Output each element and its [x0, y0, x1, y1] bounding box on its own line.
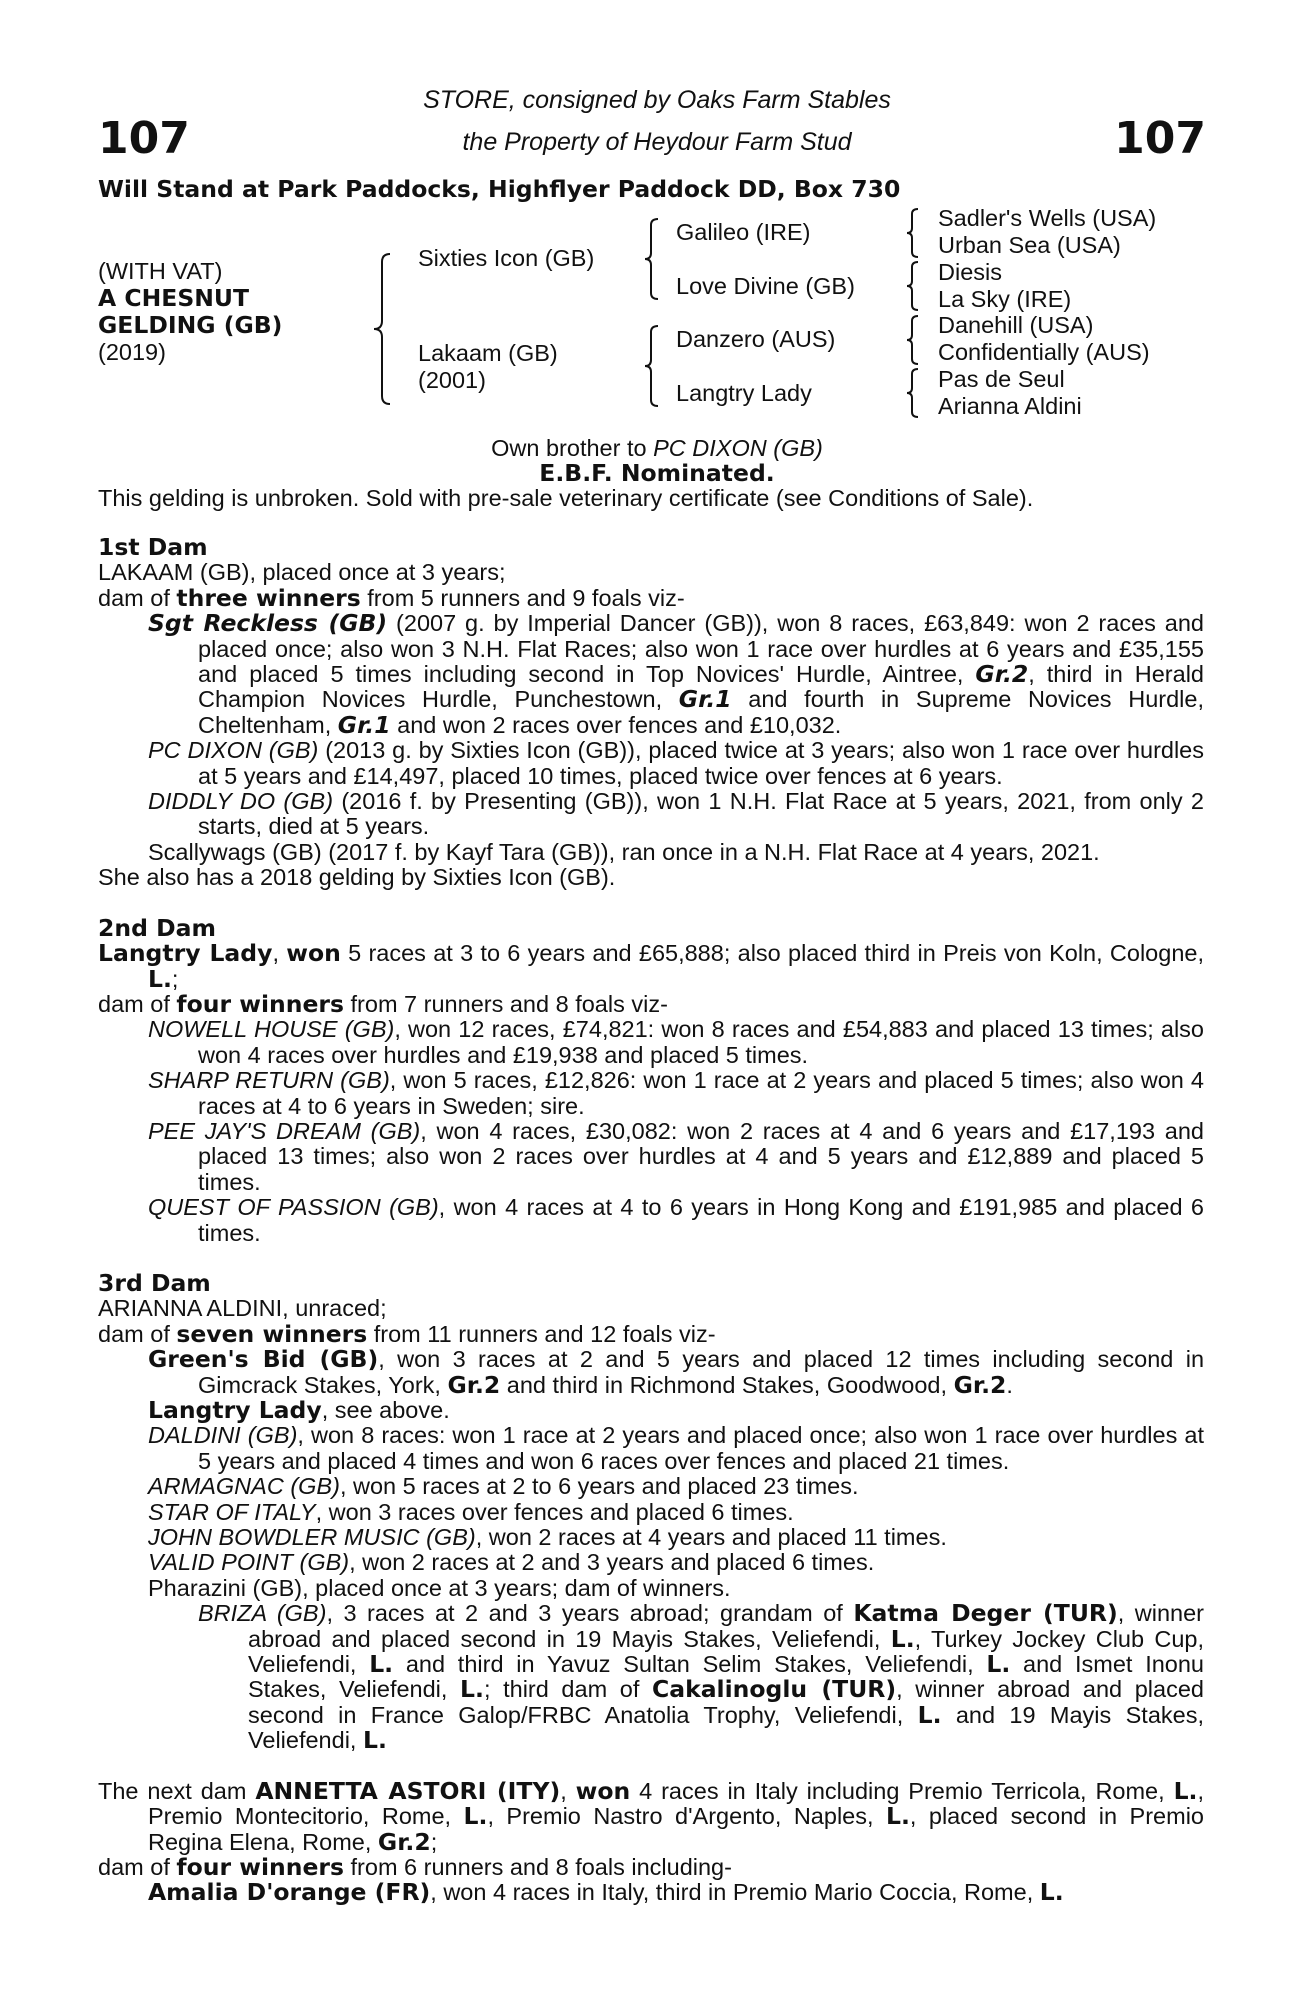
stand-location: Will Stand at Park Paddocks, Highflyer Paddock DD, Box 730 — [98, 175, 901, 203]
consignor-line: STORE, consigned by Oaks Farm Stables — [423, 86, 891, 114]
list-item: PC DIXON (GB) (2013 g. by Sixties Icon (GB)), placed twice at 3 years; also won 1 race over hurdles at 5 years and £14,497, placed 10 times, placed twice over fences at 6 years. — [148, 737, 1204, 789]
third-dam-heading: 3rd Dam — [98, 1268, 211, 1297]
next-dam-produce-line: dam of four winners from 6 runners and 8 foals including- — [98, 1852, 732, 1881]
vat-note: (WITH VAT) — [98, 258, 223, 284]
list-item: QUEST OF PASSION (GB), won 4 races at 4 to 6 years in Hong Kong and £191,985 and placed 6 times. — [148, 1194, 1204, 1246]
pedigree-brace-dam — [644, 325, 660, 407]
next-dam-line: The next dam ANNETTA ASTORI (ITY), won 4 races in Italy including Premio Terricola, Rome, L., Premio Montecitorio, Rome, L., Premio Nastro d'Argento, Naples, L., placed second in Premio Regina Elena, Rome, Gr.2; — [98, 1776, 1204, 1856]
list-item: Green's Bid (GB), won 3 races at 2 and 5 years and placed 12 times including second in Gimcrack Stakes, York, Gr.2 and third in Richmond Stakes, Goodwood, Gr.2. — [148, 1345, 1205, 1399]
pedigree-brace-sire — [644, 218, 660, 300]
pedigree-sire-dam: Love Divine (GB) — [676, 273, 855, 299]
pedigree-sire: Sixties Icon (GB) — [418, 245, 595, 271]
list-item: VALID POINT (GB), won 2 races at 2 and 3 years and placed 6 times. — [148, 1549, 875, 1576]
pedigree-dds: Pas de Seul — [938, 366, 1065, 392]
list-item: ARMAGNAC (GB), won 5 races at 2 to 6 years and placed 23 times. — [148, 1473, 859, 1500]
pedigree-brace-ss — [906, 208, 920, 258]
pedigree-dss: Danehill (USA) — [938, 312, 1094, 338]
pedigree-sdd: La Sky (IRE) — [938, 286, 1072, 312]
list-item: JOHN BOWDLER MUSIC (GB), won 2 races at 4 years and placed 11 times. — [148, 1524, 947, 1551]
list-item: Amalia D'orange (FR), won 4 races in Italy, third in Premio Mario Coccia, Rome, L. — [148, 1878, 1064, 1907]
list-item: Pharazini (GB), placed once at 3 years; dam of winners. — [148, 1574, 731, 1601]
list-item: SHARP RETURN (GB), won 5 races, £12,826: won 1 race at 2 years and placed 5 times; also won 4 races at 4 to 6 years in Sweden; sire. — [148, 1067, 1204, 1119]
second-dam-line: Langtry Lady, won 5 races at 3 to 6 years and £65,888; also placed third in Preis von Koln, Cologne, L.; — [98, 939, 1204, 993]
pedigree-dam: Lakaam (GB) — [418, 340, 558, 366]
pedigree-sire-sire: Galileo (IRE) — [676, 219, 811, 245]
pedigree-brace-main — [372, 253, 392, 405]
property-line: the Property of Heydour Farm Stud — [462, 128, 852, 156]
second-dam-heading: 2nd Dam — [98, 913, 216, 942]
pedigree-dam-year: (2001) — [418, 367, 486, 393]
pedigree-dam-sire: Danzero (AUS) — [676, 326, 836, 352]
list-item: BRIZA (GB), 3 races at 2 and 3 years abroad; grandam of Katma Deger (TUR), winner abroad and placed second in 19 Mayis Stakes, Veliefendi, L., Turkey Jockey Club Cup, Veliefendi, L. and third in Yavuz Sultan Selim Stakes, Veliefendi, L. and Ismet Inonu Stakes, Veliefendi, L.; third dam of Cakalinoglu (TUR), winner abroad and placed second in France Galop/FRBC Anatolia Trophy, Veliefendi, L. and 19 Mayis Stakes, Veliefendi, L. — [198, 1599, 1204, 1755]
lot-number-left: 107 — [98, 113, 190, 164]
pedigree-ssd: Urban Sea (USA) — [938, 232, 1121, 258]
first-dam-also: She also has a 2018 gelding by Sixties Icon (GB). — [98, 864, 616, 891]
list-item: NOWELL HOUSE (GB), won 12 races, £74,821: won 8 races and £54,883 and placed 13 times; also won 4 races over hurdles and £19,938 and placed 5 times. — [148, 1016, 1204, 1068]
unbroken-note: This gelding is unbroken. Sold with pre-sale veterinary certificate (see Conditions of Sale). — [98, 485, 1034, 511]
third-dam-line: ARIANNA ALDINI, unraced; — [98, 1295, 387, 1322]
second-dam-produce-line: dam of four winners from 7 runners and 8 foals viz- — [98, 989, 668, 1018]
pedigree-brace-dd — [906, 368, 920, 418]
pedigree-dam-dam: Langtry Lady — [676, 380, 812, 406]
ebf-nominated: E.B.F. Nominated. — [539, 459, 775, 487]
list-item: DIDDLY DO (GB) (2016 f. by Presenting (GB)), won 1 N.H. Flat Race at 5 years, 2021, from only 2 starts, died at 5 years. — [148, 788, 1204, 840]
pedigree-brace-ds — [906, 315, 920, 365]
lot-number-right: 107 — [1114, 113, 1206, 164]
horse-name-line2: GELDING (GB) — [98, 311, 283, 339]
first-dam-produce-line: dam of three winners from 5 runners and 9 foals viz- — [98, 583, 685, 612]
list-item: Sgt Reckless (GB) (2007 g. by Imperial Dancer (GB)), won 8 races, £63,849: won 2 races and placed once; also won 3 N.H. Flat Races; also won 1 race over hurdles at 6 years and £35,155 and placed 5 times including second in Top Novices' Hurdle, Aintree, Gr.2, third in Herald Champion Novices Hurdle, Punchestown, Gr.1 and fourth in Supreme Novices Hurdle, Cheltenham, Gr.1 and won 2 races over fences and £10,032. — [148, 609, 1204, 739]
list-item: PEE JAY'S DREAM (GB), won 4 races, £30,082: won 2 races at 4 and 6 years and £17,193 and placed 13 times; also won 2 races over hurdles at 4 and 5 years and £12,889 and placed 5 times. — [148, 1117, 1204, 1195]
first-dam-line: LAKAAM (GB), placed once at 3 years; — [98, 559, 506, 586]
pedigree-sds: Diesis — [938, 259, 1002, 285]
list-item: DALDINI (GB), won 8 races: won 1 race at 2 years and placed once; also won 1 race over hurdles at 5 years and placed 4 times and won 6 races over fences and placed 21 times. — [148, 1422, 1204, 1474]
first-dam-heading: 1st Dam — [98, 533, 208, 561]
pedigree-sss: Sadler's Wells (USA) — [938, 205, 1157, 231]
horse-year: (2019) — [98, 339, 166, 365]
own-brother-note: Own brother to PC DIXON (GB) — [491, 435, 823, 461]
list-item: Scallywags (GB) (2017 f. by Kayf Tara (GB)), ran once in a N.H. Flat Race at 4 years, 2021. — [148, 838, 1100, 865]
pedigree-ddd: Arianna Aldini — [938, 393, 1082, 419]
pedigree-brace-sd — [906, 261, 920, 311]
third-dam-produce-line: dam of seven winners from 11 runners and 12 foals viz- — [98, 1319, 716, 1348]
catalogue-body — [98, 535, 1204, 1906]
horse-name-line1: A CHESNUT — [98, 284, 250, 312]
pedigree-dsd: Confidentially (AUS) — [938, 339, 1150, 365]
list-item: Langtry Lady, see above. — [148, 1396, 450, 1424]
list-item: STAR OF ITALY, won 3 races over fences and placed 6 times. — [148, 1498, 794, 1525]
